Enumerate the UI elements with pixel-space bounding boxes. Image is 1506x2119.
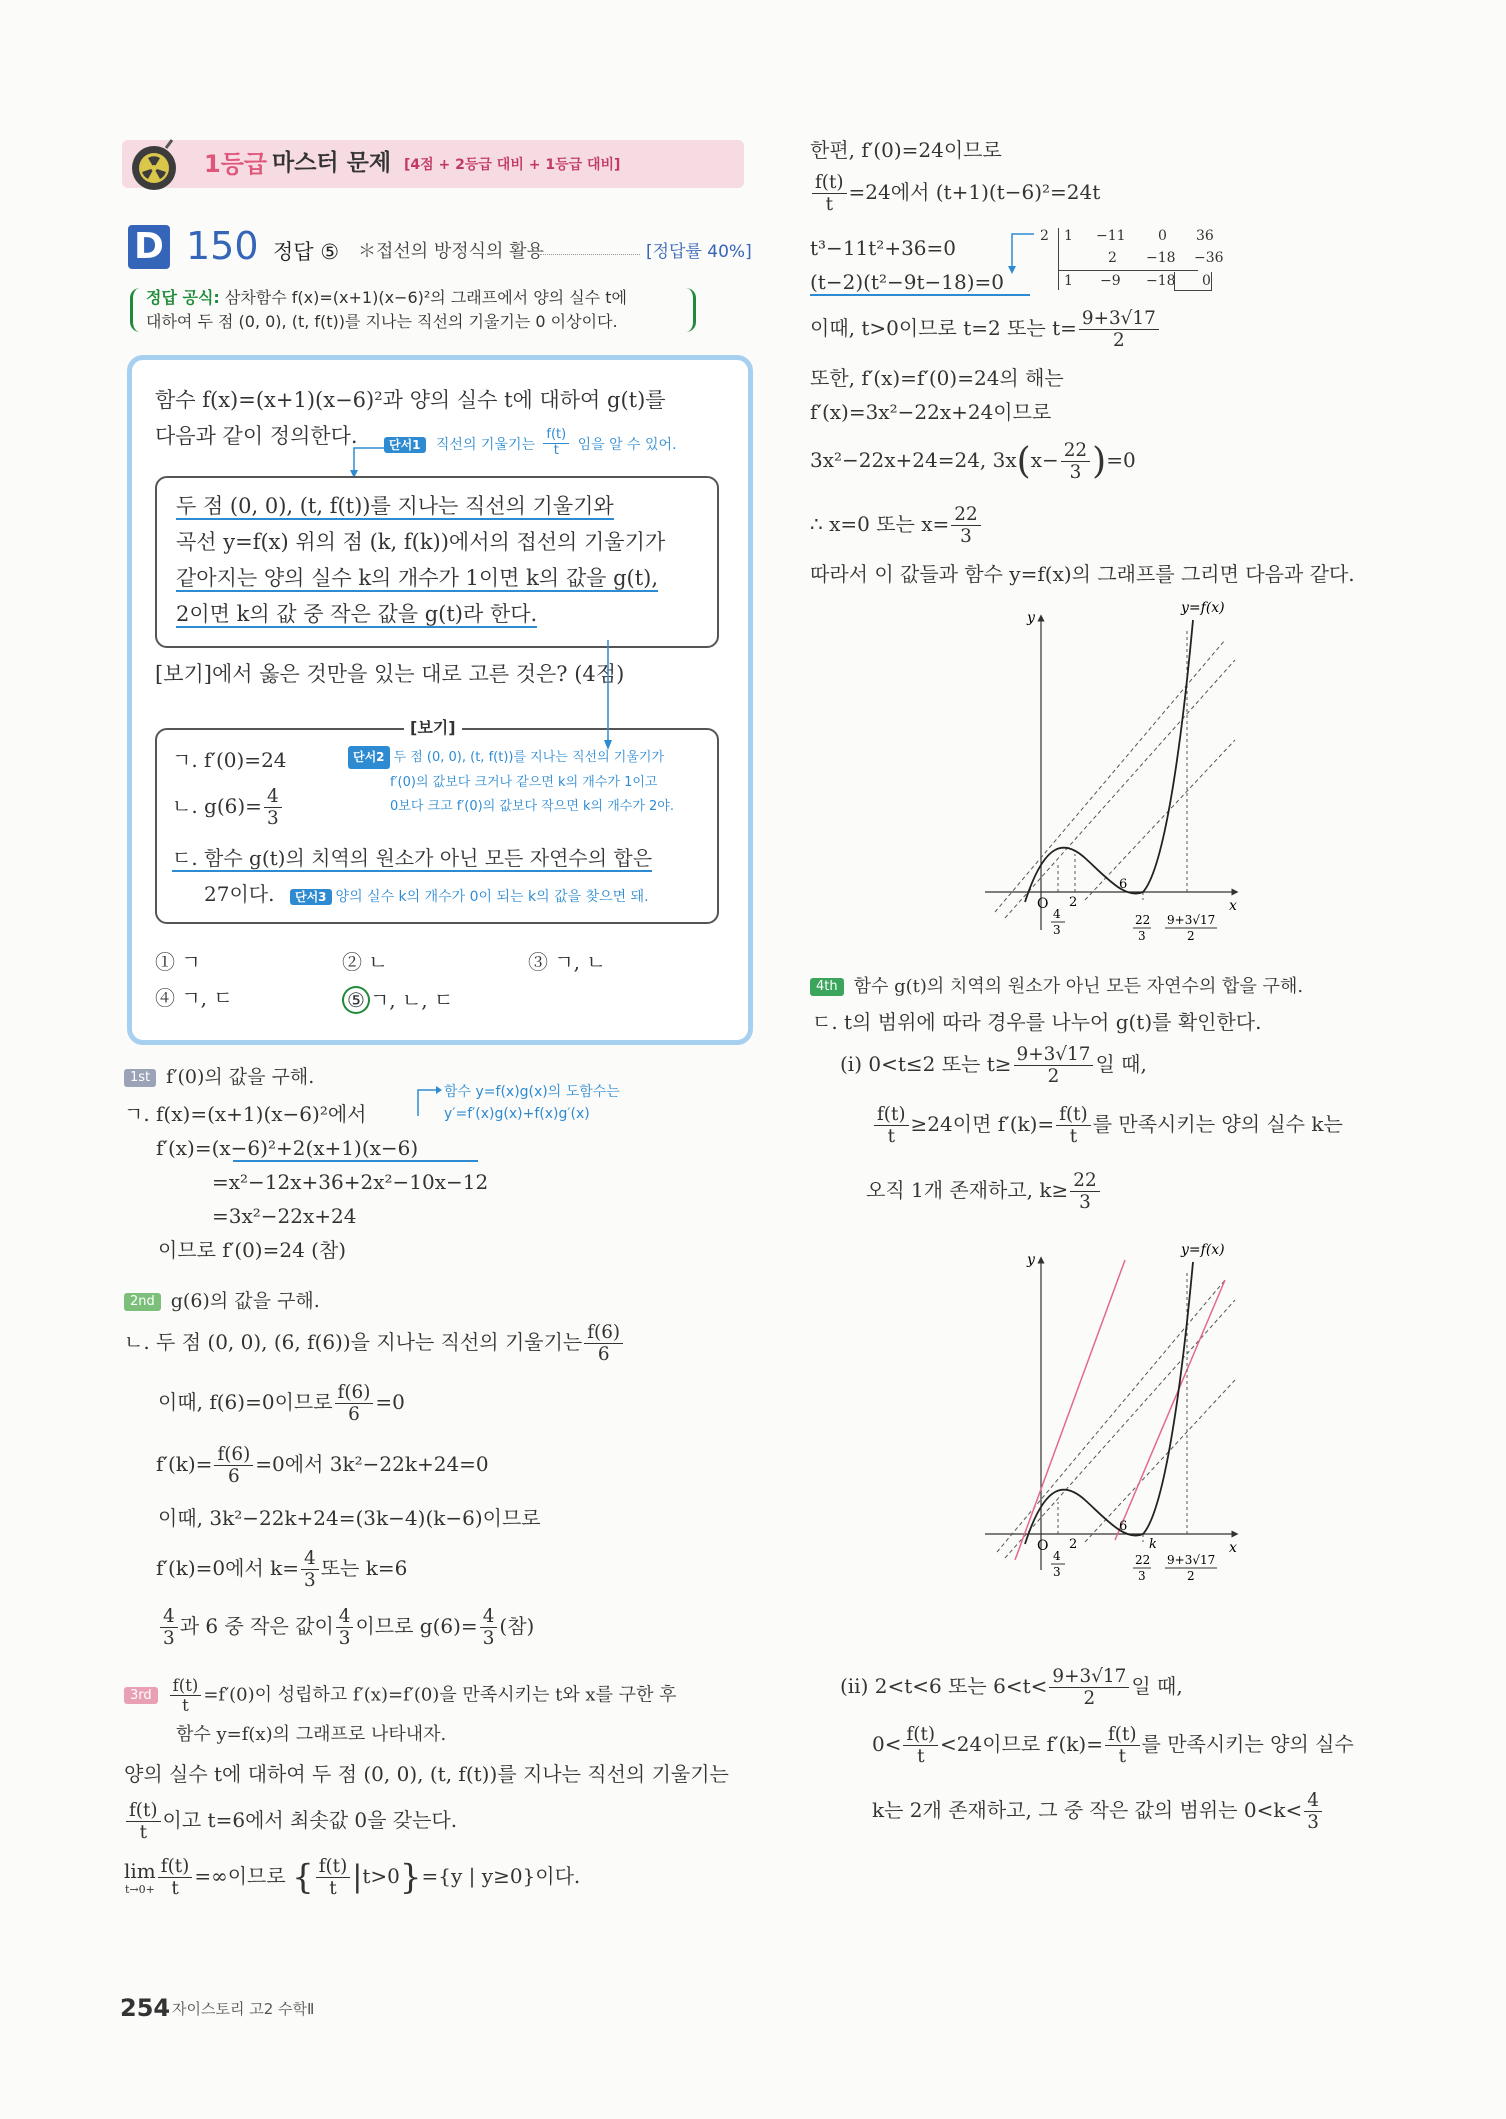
s2-line-6: $\frac{4}{3}$ 과 6 중 작은 값이 $\frac{4}{3}$ 이므로 g(6)= $\frac{4}{3}$ (참) [158,1606,534,1649]
s1-underline [233,1160,478,1162]
s1-note-arrow [412,1082,442,1122]
bogi-item-2: ㄴ. g(6)= $\frac{4}{3}$ [172,786,284,829]
graph2-tick-k: k [1149,1537,1157,1552]
s2-line-4: 이때, 3k²−22k+24=(3k−4)(k−6)이므로 [158,1506,541,1530]
graph1-tick-r-den: 2 [1187,929,1195,940]
graph1-ylabel: y [1027,610,1035,626]
bogi-item-1: ㄱ. f′(0)=24 [172,748,287,772]
s3-line-1: 양의 실수 t에 대하여 두 점 (0, 0), (t, f(t))를 지나는 직선의 기울기는 [124,1762,729,1786]
correct-rate: [정답률 40%] [646,242,752,262]
graph2-tick-r-den: 2 [1187,1569,1195,1583]
s1-line-2: f′(x)=(x−6)²+2(x+1)(x−6) [156,1136,419,1160]
graph2-tick-4: 4 [1053,1549,1061,1563]
formula-text-1: 삼차함수 f(x)=(x+1)(x−6)²의 그래프에서 양의 실수 t에 [224,288,627,307]
graph1-xlabel: x [1229,898,1237,914]
hint2-arrow [600,640,616,760]
s4-line-2: (ⅰ) 0<t≤2 또는 t≥ $\frac{9+3√17}{2}$ 일 때, [840,1044,1147,1088]
s1-line-1: ㄱ. f(x)=(x+1)(x−6)²에서 [124,1102,367,1126]
graph-1 [985,600,1245,940]
graph1-tick-22: 22 [1135,913,1151,927]
step1-header: 1st f′(0)의 값을 구해. [124,1066,314,1089]
grade-badge: 1등급 [204,150,268,178]
step3-header: 3rd $\frac{f(t)}{t}$ =f′(0)이 성립하고 f′(x)=f′(0)을 만족시키는 t와 x를 구한 후 [124,1676,677,1715]
book-title: 자이스토리 고2 수학Ⅱ [172,2000,315,2018]
graph1-tick-4: 4 [1053,907,1061,921]
hint3-tag: 단서3 [290,889,332,905]
s1-line-5: 이므로 f′(0)=24 (참) [158,1238,347,1262]
r-line-1: 한편, f′(0)=24이므로 [810,138,1002,162]
graph1-tick-r: 9+3√17 [1167,913,1216,927]
s4-line-6: 0< $\frac{f(t)}{t}$ <24이므로 f′(k)= $\frac{f(t)}{t}$ 를 만족시키는 양의 실수 [872,1724,1354,1768]
s2-line-5: f′(k)=0에서 k= $\frac{4}{3}$ 또는 k=6 [156,1548,408,1592]
banner-sub: [4점 + 2등급 대비 + 1등급 대비] [404,157,621,173]
graph2-tick-22: 22 [1135,1553,1151,1567]
r-line-5: 이때, t>0이므로 t=2 또는 t= $\frac{9+3√17}{2}$ [810,308,1161,351]
statement-line-1: 함수 f(x)=(x+1)(x−6)²과 양의 실수 t에 대하여 g(t)를 [155,388,666,412]
s4-line-3: $\frac{f(t)}{t}$ ≥24이면 f′(k)= $\frac{f(t)}{t}$ 를 만족시키는 양의 실수 k는 [872,1104,1343,1147]
s4-line-7: k는 2개 존재하고, 그 중 작은 값의 범위는 0<k< $\frac{4}{3}$ [872,1790,1324,1833]
s4-line-4: 오직 1개 존재하고, k≥ $\frac{22}{3}$ [866,1170,1102,1213]
hint2: 단서2 두 점 (0, 0), (t, f(t))를 지나는 직선의 기울기가 f′(0)의 값보다 크거나 같으면 k의 개수가 1이고 0보다 크고 f′(0)의 값보다 작으면 k의 개수가 2야. [348,744,674,817]
r-line-6: 또한, f′(x)=f′(0)=24의 해는 [810,366,1064,390]
bogi-item-3a: ㄷ. 함수 g(t)의 치역의 원소가 아닌 모든 자연수의 합은 [172,846,653,870]
s3-header-2: 함수 y=f(x)의 그래프로 나타내자. [176,1724,447,1745]
graph2-tick-22-den: 3 [1138,1569,1146,1583]
r-underline [810,294,1030,296]
graph2-tick-r: 9+3√17 [1167,1553,1216,1567]
r-line-10: 따라서 이 값들과 함수 y=f(x)의 그래프를 그리면 다음과 같다. [810,562,1355,586]
graph2-tick-2: 2 [1069,1537,1078,1552]
s2-line-2: 이때, f(6)=0이므로 $\frac{f(6)}{6}$ =0 [158,1382,405,1426]
formula-line-2: 대하여 두 점 (0, 0), (t, f(t))를 지나는 직선의 기울기는 0 이상이다. [146,312,618,331]
bomb-icon [126,136,182,196]
r-line-4: (t−2)(t²−9t−18)=0 [810,270,1004,294]
r-line-9: ∴ x=0 또는 x= $\frac{22}{3}$ [810,504,983,547]
dotted-leader [540,254,640,255]
choice-3[interactable]: ③ ㄱ, ㄴ [528,950,606,974]
s4-line-5: (ⅱ) 2<t<6 또는 6<t< $\frac{9+3√17}{2}$ 일 때, [840,1666,1183,1710]
synthetic-division-arrow [1006,228,1036,278]
hint3: 단서3 양의 실수 k의 개수가 0이 되는 k의 값을 찾으면 돼. [290,882,649,906]
bogi-title: [보기] [404,718,462,737]
graph1-tick-6: 6 [1119,877,1128,892]
graph1-origin: O [1037,896,1049,912]
hint1-text-b: 임을 알 수 있어. [577,436,677,453]
s2-line-3: f′(k)= $\frac{f(6)}{6}$ =0에서 3k²−22k+24=0 [156,1444,489,1488]
choice-2[interactable]: ② ㄴ [342,950,388,974]
statement-line-2: 다음과 같이 정의한다. [155,424,358,448]
graph1-tick-3: 3 [1053,923,1061,937]
step2-header: 2nd g(6)의 값을 구해. [124,1290,320,1313]
correct-circle: ⑤ [342,986,370,1014]
banner-title: 마스터 문제 [272,150,392,176]
page-number: 254 [120,1994,171,2022]
s1-note-1: 함수 y=f(x)g(x)의 도함수는 [444,1084,620,1100]
graph2-origin: O [1037,1538,1049,1554]
definition-line-4: 2이면 k의 값 중 작은 값을 g(t)라 한다. [176,602,538,626]
s2-line-1: ㄴ. 두 점 (0, 0), (6, f(6))을 지나는 직선의 기울기는 $\frac{f(6)}{6}$ [124,1322,625,1365]
question-text: [보기]에서 옳은 것만을 있는 대로 고른 것은? (4점) [155,662,625,686]
choice-1[interactable]: ① ㄱ [155,950,201,974]
formula-label: 정답 공식: [146,288,220,307]
graph2-flabel: y=f(x) [1181,1242,1225,1258]
definition-line-3: 같아지는 양의 실수 k의 개수가 1이면 k의 값을 g(t), [176,566,659,590]
graph2-tick-3: 3 [1053,1565,1061,1579]
choice-4[interactable]: ④ ㄱ, ㄷ [155,986,233,1010]
s3-line-3: lim t→0+ $\frac{f(t)}{t}$ =∞이므로 { $\frac{f(t)}{t}$ |t>0}={y | y≥0}이다. [124,1856,581,1900]
hint1-arrow [350,440,390,480]
r-line-3: t³−11t²+36=0 [810,236,957,260]
hint1 [384,428,677,459]
definition-line-2: 곡선 y=f(x) 위의 점 (k, f(k))에서의 접선의 기울기가 [176,530,666,554]
r-line-7: f′(x)=3x²−22x+24이므로 [810,400,1052,424]
s1-line-3: =x²−12x+36+2x²−10x−12 [212,1170,489,1194]
choice-5[interactable]: ⑤ ㄱ, ㄴ, ㄷ [342,986,453,1014]
graph1-tick-2: 2 [1069,895,1078,910]
definition-line-1: 두 점 (0, 0), (t, f(t))를 지나는 직선의 기울기와 [176,494,614,518]
graph2-xlabel: x [1229,1540,1237,1556]
s3-line-2: $\frac{f(t)}{t}$ 이고 t=6에서 최솟값 0을 갖는다. [124,1800,457,1843]
synthetic-division: 2 1 −11 0 36 2 −18 −36 1 −9 −18 0 [1040,228,1224,289]
problem-letter: D [128,225,170,269]
s4-line-1: ㄷ. t의 범위에 따라 경우를 나누어 g(t)를 확인한다. [812,1010,1262,1034]
formula-line-1 [146,288,627,307]
hint2-tag: 단서2 [348,746,390,769]
s1-line-4: =3x²−22x+24 [212,1204,357,1228]
hint1-tag: 단서1 [384,437,426,453]
graph2-ylabel: y [1027,1252,1035,1268]
problem-number: 150 [186,224,259,268]
r-line-8: 3x²−22x+24=24, 3x(x− $\frac{22}{3}$ )=0 [810,440,1136,484]
graph1-tick-22-den: 3 [1138,929,1146,940]
r-line-2: $\frac{f(t)}{t}$ =24에서 (t+1)(t−6)²=24t [810,172,1100,215]
hint1-text-a: 직선의 기울기는 [435,436,536,453]
answer-label: 정답 ⑤ [273,240,340,264]
graph-2 [985,1240,1245,1585]
topic-label: ＊접선의 방정식의 활용 [358,241,544,262]
hint1-fraction: $\frac{f(t)}{t}$ [543,428,569,459]
graph2-tick-6: 6 [1119,1519,1128,1534]
s1-note-2: y′=f′(x)g(x)+f(x)g′(x) [444,1106,590,1122]
bogi-item-3b: 27이다. [204,882,275,906]
graph1-flabel: y=f(x) [1181,600,1225,616]
step4-header: 4th 함수 g(t)의 치역의 원소가 아닌 모든 자연수의 합을 구해. [810,976,1303,998]
